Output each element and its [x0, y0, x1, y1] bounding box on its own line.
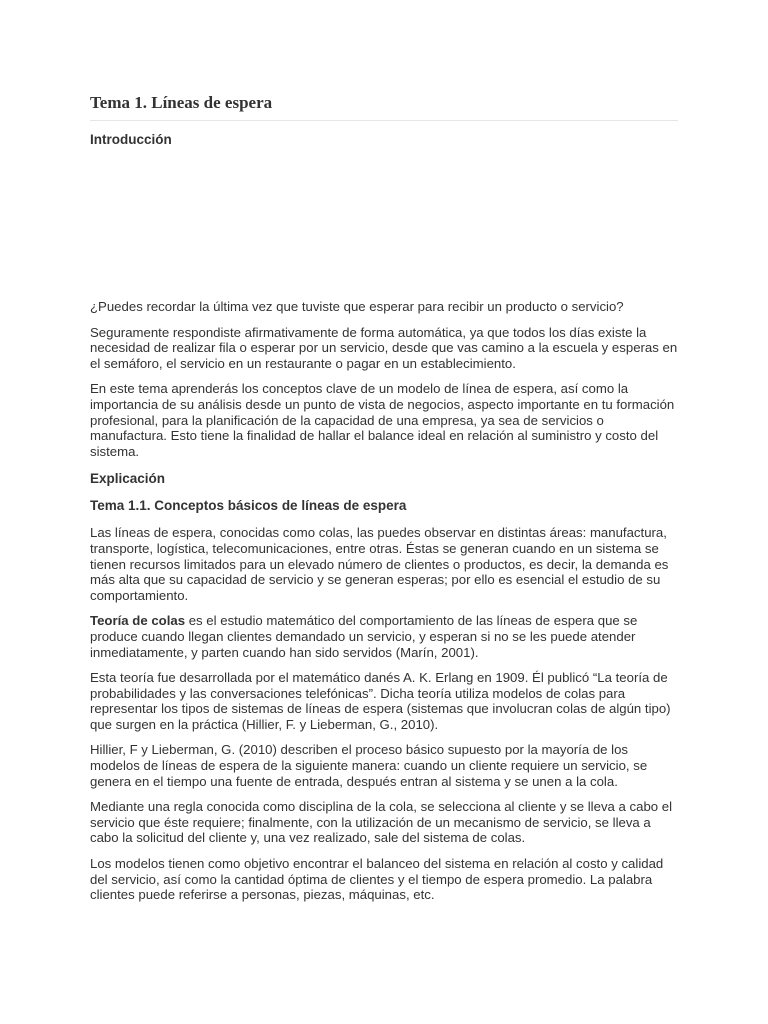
- paragraph-disciplina: Mediante una regla conocida como disciplina de la cola, se selecciona al cliente y se lleva a cabo el servicio que éste requiere; finalmente, con la utilización de un mecanismo de servicio, se lleva a cabo la solicitud del cliente y, una vez realizado, sale del sistema de colas.: [90, 799, 673, 846]
- paragraph-lineas-de-espera: Las líneas de espera, conocidas como colas, las puedes observar en distintas áreas: manufactura, transporte, logística, telecomunicaciones, entre otras. Éstas se generan cuando en un sistema se tienen recursos limitados para un elevado número de clientes o productos, es decir, la demanda es más alta que su capacidad de servicio y se generan esperas; por ello es esencial el estudio de su comportamiento.: [90, 525, 669, 603]
- paragraph-teoria-de-colas: [90, 613, 678, 660]
- page-title: Tema 1. Líneas de espera: [90, 93, 273, 112]
- term-teoria-de-colas: Teoría de colas: [90, 613, 186, 629]
- paragraph-erlang: Esta teoría fue desarrollada por el matemático danés A. K. Erlang en 1909. Él publicó “La teoría de probabilidades y las conversaciones telefónicas”. Dicha teoría utiliza modelos de colas para representar los tipos de sistemas de líneas de espera (sistemas que involucran colas de algún tipo) que surgen en la práctica (Hillier, F. y Lieberman, G., 2010).: [90, 670, 671, 732]
- intro-paragraph-3: En este tema aprenderás los conceptos clave de un modelo de línea de espera, así como la importancia de su análisis desde un punto de vista de negocios, aspecto importante en tu formación profesional, para la planificación de la capacidad de una empresa, ya sea de servicios o manufactura. Esto tiene la finalidad de hallar el balance ideal en relación al suministro y costo del sistema.: [90, 381, 675, 459]
- teoria-de-colas-definition: es el estudio matemático del comportamiento de las líneas de espera que se produce cuando llegan clientes demandado un servicio, y esperan si no se les puede atender inmediatamente, y parten cuando han sido servidos (Marín, 2001).: [90, 613, 638, 660]
- subsection-heading: Tema 1.1. Conceptos básicos de líneas de espera: [90, 498, 407, 514]
- paragraph-modelos: Los modelos tienen como objetivo encontrar el balanceo del sistema en relación al costo y calidad del servicio, así como la cantidad óptima de clientes y el tiempo de espera promedio. La palabra clientes puede referirse a personas, piezas, máquinas, etc.: [90, 856, 664, 903]
- intro-heading: Introducción: [90, 132, 172, 147]
- title-divider: [90, 120, 678, 121]
- explanation-heading: Explicación: [90, 471, 166, 487]
- paragraph-hillier: Hillier, F y Lieberman, G. (2010) describen el proceso básico supuesto por la mayoría de los modelos de líneas de espera de la siguiente manera: cuando un cliente requiere un servicio, se genera en el tiempo una fuente de entrada, después entran al sistema y se unen a la cola.: [90, 742, 648, 789]
- intro-paragraph-1: ¿Puedes recordar la última vez que tuviste que esperar para recibir un producto o servicio?: [90, 299, 624, 314]
- intro-paragraph-2: Seguramente respondiste afirmativamente de forma automática, ya que todos los días existe la necesidad de realizar fila o esperar por un servicio, desde que vas camino a la escuela y esperas en el semáforo, el servicio en un restaurante o pagar en un establecimiento.: [90, 324, 678, 371]
- embedded-media-area: [90, 148, 678, 299]
